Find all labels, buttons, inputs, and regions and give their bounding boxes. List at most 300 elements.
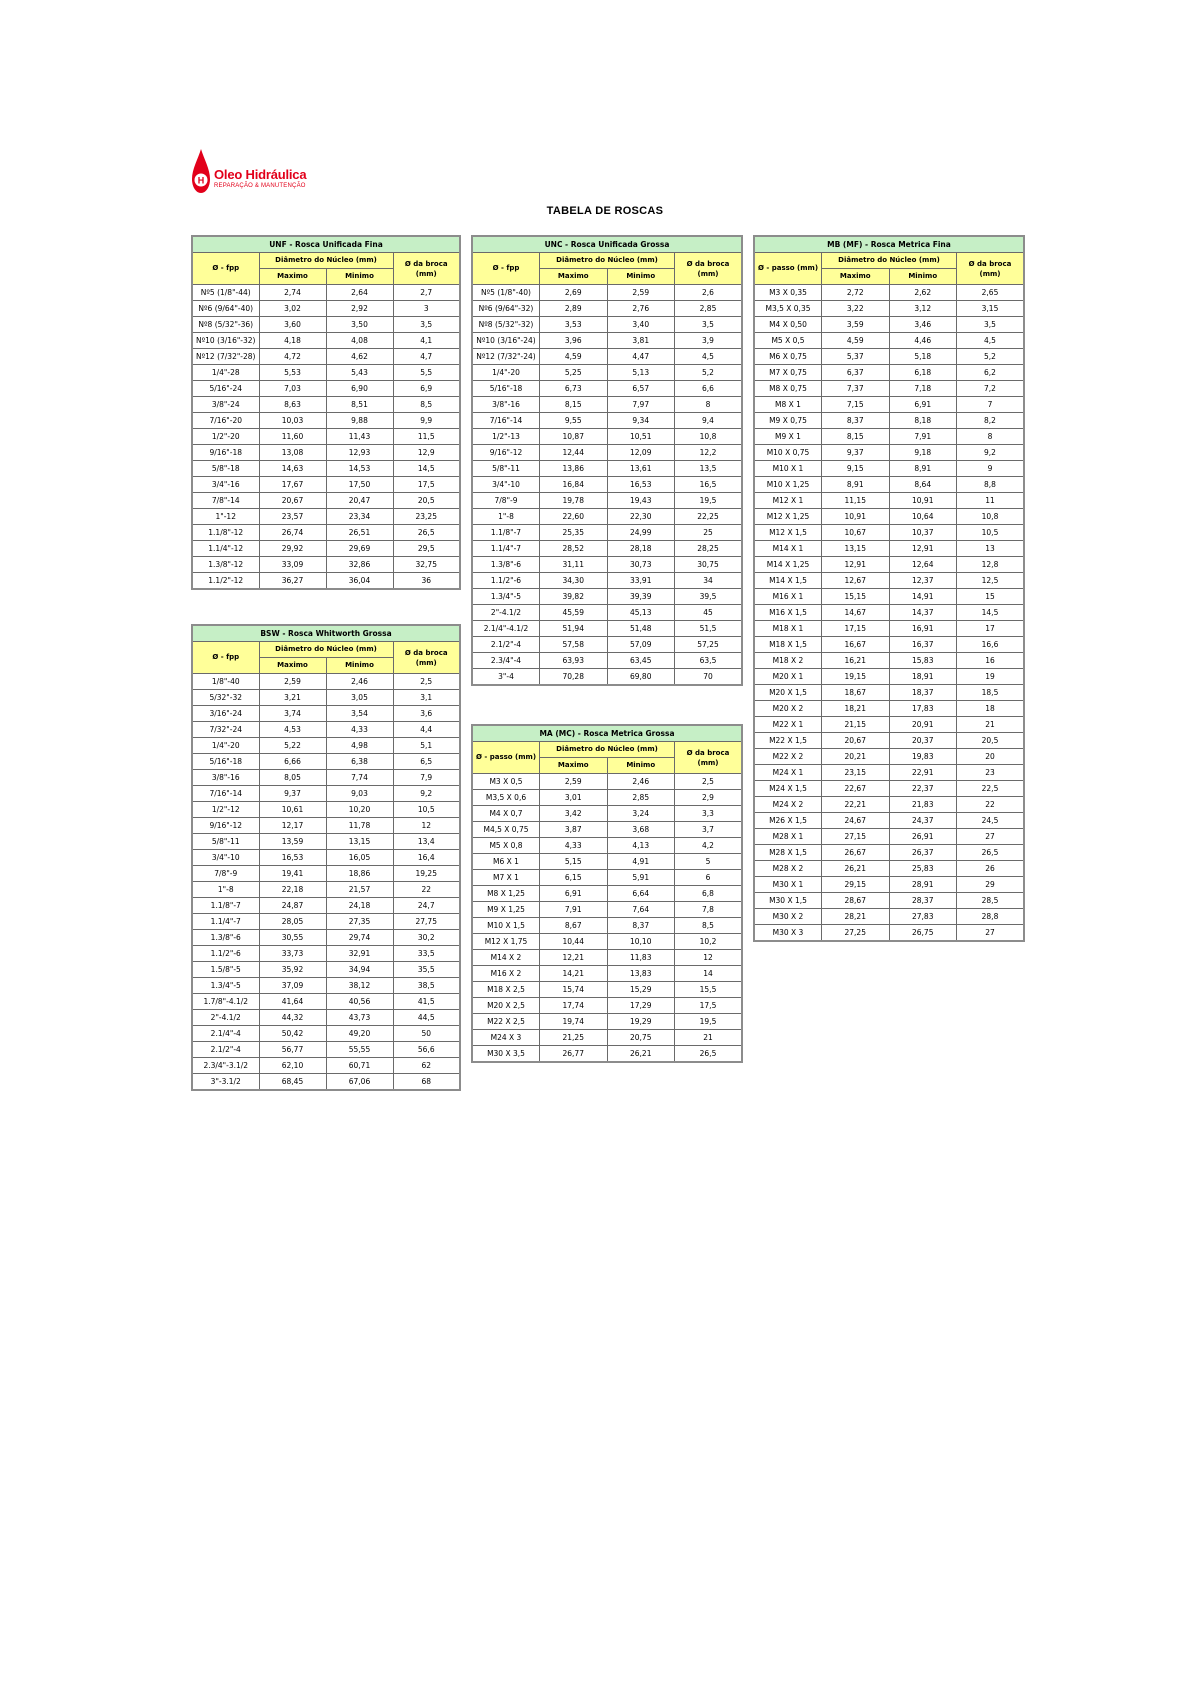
table-row [192, 898, 460, 914]
cell-max: 19,15 [822, 669, 890, 685]
cell-size: M16 X 1 [754, 589, 822, 605]
table-row [472, 669, 742, 686]
cell-drill: 6,2 [957, 365, 1025, 381]
cell-size: 1.5/8"-5 [192, 962, 259, 978]
cell-size: 3/4"-10 [192, 850, 259, 866]
cell-max: 2,59 [540, 774, 608, 790]
cell-max: 56,77 [259, 1042, 326, 1058]
table-row [192, 525, 460, 541]
cell-min: 36,04 [326, 573, 393, 590]
cell-size: 2.1/2"-4 [192, 1042, 259, 1058]
table-row [472, 950, 742, 966]
cell-max: 4,59 [822, 333, 890, 349]
table-row [754, 781, 1024, 797]
cell-size: 1.1/2"-12 [192, 573, 259, 590]
table-row [472, 806, 742, 822]
cell-max: 17,67 [259, 477, 326, 493]
unc-table [471, 235, 743, 686]
cell-max: 34,30 [540, 573, 608, 589]
cell-min: 8,64 [889, 477, 957, 493]
cell-size: M3 X 0,5 [472, 774, 540, 790]
cell-max: 63,93 [540, 653, 608, 669]
cell-drill: 26 [957, 861, 1025, 877]
table-row [754, 845, 1024, 861]
cell-drill: 20,5 [393, 493, 460, 509]
cell-drill: 62 [393, 1058, 460, 1074]
cell-max: 6,91 [540, 886, 608, 902]
cell-size: 1.3/8"-6 [472, 557, 540, 573]
cell-size: 9/16"-12 [472, 445, 540, 461]
cell-min: 21,57 [326, 882, 393, 898]
cell-drill: 7,9 [393, 770, 460, 786]
cell-max: 27,15 [822, 829, 890, 845]
table-row [472, 653, 742, 669]
cell-min: 4,91 [607, 854, 675, 870]
cell-min: 28,37 [889, 893, 957, 909]
cell-size: 2.1/4"-4 [192, 1026, 259, 1042]
cell-max: 50,42 [259, 1026, 326, 1042]
cell-min: 9,03 [326, 786, 393, 802]
cell-drill: 6,9 [393, 381, 460, 397]
cell-min: 4,13 [607, 838, 675, 854]
cell-max: 37,09 [259, 978, 326, 994]
cell-max: 19,74 [540, 1014, 608, 1030]
table-row [472, 557, 742, 573]
table-row [472, 381, 742, 397]
cell-max: 3,96 [540, 333, 608, 349]
cell-max: 24,87 [259, 898, 326, 914]
col-size-header: Ø - passo (mm) [472, 742, 540, 774]
cell-size: 1"-8 [472, 509, 540, 525]
cell-min: 32,86 [326, 557, 393, 573]
cell-min: 22,37 [889, 781, 957, 797]
col-core-header: Diâmetro do Núcleo (mm) [822, 253, 957, 269]
cell-min: 17,29 [607, 998, 675, 1014]
cell-min: 2,85 [607, 790, 675, 806]
col-drill-header [393, 642, 460, 674]
cell-max: 20,67 [822, 733, 890, 749]
cell-max: 14,67 [822, 605, 890, 621]
cell-drill: 38,5 [393, 978, 460, 994]
cell-drill: 15 [957, 589, 1025, 605]
svg-text:H: H [197, 175, 205, 186]
cell-max: 8,15 [540, 397, 608, 413]
cell-size: 3/4"-10 [472, 477, 540, 493]
cell-size: 2.1/4"-4.1/2 [472, 621, 540, 637]
cell-drill: 8 [675, 397, 743, 413]
cell-max: 8,67 [540, 918, 608, 934]
cell-max: 3,21 [259, 690, 326, 706]
cell-drill: 18 [957, 701, 1025, 717]
cell-size: 1.1/4"-7 [192, 914, 259, 930]
table-row [754, 445, 1024, 461]
cell-drill: 2,7 [393, 285, 460, 301]
cell-drill: 70 [675, 669, 743, 686]
table-row [192, 818, 460, 834]
table-row [472, 541, 742, 557]
cell-size: 1.1/8"-7 [472, 525, 540, 541]
cell-size: M16 X 1,5 [754, 605, 822, 621]
cell-min: 26,21 [607, 1046, 675, 1063]
cell-min: 18,86 [326, 866, 393, 882]
cell-size: 1.1/4"-7 [472, 541, 540, 557]
col-min-header: Minimo [889, 269, 957, 285]
cell-size: M9 X 1 [754, 429, 822, 445]
cell-drill: 4,5 [675, 349, 743, 365]
cell-min: 11,78 [326, 818, 393, 834]
cell-min: 9,18 [889, 445, 957, 461]
cell-max: 11,60 [259, 429, 326, 445]
cell-min: 17,83 [889, 701, 957, 717]
cell-drill: 51,5 [675, 621, 743, 637]
table-row [472, 493, 742, 509]
col-drill-header [675, 742, 743, 774]
cell-size: 3"-3.1/2 [192, 1074, 259, 1091]
cell-size: M9 X 1,25 [472, 902, 540, 918]
table-title: BSW - Rosca Whitworth Grossa [192, 625, 460, 642]
cell-max: 33,73 [259, 946, 326, 962]
cell-min: 17,50 [326, 477, 393, 493]
cell-size: 1"-12 [192, 509, 259, 525]
cell-max: 3,22 [822, 301, 890, 317]
table-row [754, 429, 1024, 445]
cell-max: 45,59 [540, 605, 608, 621]
cell-size: M12 X 1 [754, 493, 822, 509]
cell-min: 3,54 [326, 706, 393, 722]
cell-min: 26,37 [889, 845, 957, 861]
cell-max: 18,67 [822, 685, 890, 701]
table-row [192, 802, 460, 818]
cell-size: 2.3/4"-4 [472, 653, 540, 669]
cell-max: 12,67 [822, 573, 890, 589]
cell-size: 5/8"-18 [192, 461, 259, 477]
table-row [472, 445, 742, 461]
cell-size: M24 X 1,5 [754, 781, 822, 797]
cell-size: M10 X 0,75 [754, 445, 822, 461]
table-row [754, 925, 1024, 942]
table-row [754, 557, 1024, 573]
company-name: Oleo Hidráulica [214, 167, 307, 182]
table-header-row [472, 253, 742, 269]
cell-drill: 4,1 [393, 333, 460, 349]
cell-size: M14 X 1,5 [754, 573, 822, 589]
col-core-header: Diâmetro do Núcleo (mm) [540, 253, 675, 269]
cell-size: 1.1/2"-6 [472, 573, 540, 589]
cell-max: 44,32 [259, 1010, 326, 1026]
cell-drill: 5,5 [393, 365, 460, 381]
cell-max: 3,01 [540, 790, 608, 806]
cell-max: 36,27 [259, 573, 326, 590]
cell-size: 2.1/2"-4 [472, 637, 540, 653]
cell-min: 12,93 [326, 445, 393, 461]
table-row [754, 285, 1024, 301]
cell-max: 6,37 [822, 365, 890, 381]
table-title: MA (MC) - Rosca Metrica Grossa [472, 725, 742, 742]
cell-max: 15,74 [540, 982, 608, 998]
table-row [472, 589, 742, 605]
table-row [192, 770, 460, 786]
cell-min: 27,35 [326, 914, 393, 930]
cell-max: 12,91 [822, 557, 890, 573]
cell-max: 29,15 [822, 877, 890, 893]
drill-unit: (mm) [979, 269, 1001, 278]
cell-size: M5 X 0,8 [472, 838, 540, 854]
cell-size: M22 X 2,5 [472, 1014, 540, 1030]
cell-drill: 3,9 [675, 333, 743, 349]
cell-max: 7,37 [822, 381, 890, 397]
cell-drill: 6,5 [393, 754, 460, 770]
col-max-header: Maximo [540, 269, 608, 285]
cell-min: 20,91 [889, 717, 957, 733]
cell-size: M8 X 0,75 [754, 381, 822, 397]
cell-min: 51,48 [607, 621, 675, 637]
col-min-header: Minimo [607, 758, 675, 774]
cell-size: 1/2"-20 [192, 429, 259, 445]
cell-size: 3/8"-16 [192, 770, 259, 786]
cell-size: Nº10 (3/16"-32) [192, 333, 259, 349]
table-row [754, 477, 1024, 493]
cell-min: 33,91 [607, 573, 675, 589]
cell-drill: 20 [957, 749, 1025, 765]
cell-size: M12 X 1,75 [472, 934, 540, 950]
cell-size: 5/16"-18 [192, 754, 259, 770]
cell-drill: 29 [957, 877, 1025, 893]
cell-min: 15,29 [607, 982, 675, 998]
cell-max: 9,37 [822, 445, 890, 461]
cell-size: 1.7/8"-4.1/2 [192, 994, 259, 1010]
company-tagline: REPARAÇÃO & MANUTENÇÃO [214, 183, 306, 189]
cell-max: 3,42 [540, 806, 608, 822]
cell-drill: 28,8 [957, 909, 1025, 925]
cell-min: 2,62 [889, 285, 957, 301]
cell-max: 14,21 [540, 966, 608, 982]
cell-min: 24,18 [326, 898, 393, 914]
cell-size: M14 X 1,25 [754, 557, 822, 573]
cell-max: 6,15 [540, 870, 608, 886]
cell-size: M26 X 1,5 [754, 813, 822, 829]
cell-size: Nº8 (5/32"-32) [472, 317, 540, 333]
table-row [192, 706, 460, 722]
table-row [754, 461, 1024, 477]
table-row [192, 850, 460, 866]
cell-max: 23,57 [259, 509, 326, 525]
col-core-header: Diâmetro do Núcleo (mm) [259, 253, 393, 269]
cell-drill: 32,75 [393, 557, 460, 573]
cell-size: M4,5 X 0,75 [472, 822, 540, 838]
table-row [472, 573, 742, 589]
table-row [192, 301, 460, 317]
cell-size: 5/16"-24 [192, 381, 259, 397]
table-row [472, 902, 742, 918]
table-row [472, 918, 742, 934]
cell-drill: 5,2 [957, 349, 1025, 365]
cell-drill: 2,9 [675, 790, 743, 806]
table-header-row [192, 253, 460, 269]
cell-min: 6,38 [326, 754, 393, 770]
cell-min: 3,46 [889, 317, 957, 333]
cell-size: 2"-4.1/2 [192, 1010, 259, 1026]
cell-min: 26,51 [326, 525, 393, 541]
cell-max: 57,58 [540, 637, 608, 653]
cell-min: 23,34 [326, 509, 393, 525]
col-min-header: Minimo [607, 269, 675, 285]
cell-drill: 11 [957, 493, 1025, 509]
cell-max: 27,25 [822, 925, 890, 942]
cell-max: 4,59 [540, 349, 608, 365]
cell-max: 5,25 [540, 365, 608, 381]
col-core-header: Diâmetro do Núcleo (mm) [540, 742, 675, 758]
cell-drill: 17,5 [675, 998, 743, 1014]
cell-drill: 56,6 [393, 1042, 460, 1058]
table-row [754, 413, 1024, 429]
table-row [472, 1014, 742, 1030]
cell-min: 5,43 [326, 365, 393, 381]
cell-drill: 3,5 [393, 317, 460, 333]
col-max-header: Maximo [259, 658, 326, 674]
table-row [192, 914, 460, 930]
table-row [472, 509, 742, 525]
cell-size: 1/4"-20 [472, 365, 540, 381]
cell-max: 10,03 [259, 413, 326, 429]
cell-size: 1/2"-13 [472, 429, 540, 445]
cell-min: 3,05 [326, 690, 393, 706]
cell-min: 26,91 [889, 829, 957, 845]
table-row [192, 349, 460, 365]
col-drill-header [957, 253, 1025, 285]
cell-min: 20,75 [607, 1030, 675, 1046]
cell-drill: 19,5 [675, 493, 743, 509]
oil-drop-icon [190, 147, 212, 195]
cell-min: 2,59 [607, 285, 675, 301]
cell-drill: 16,4 [393, 850, 460, 866]
cell-max: 22,67 [822, 781, 890, 797]
cell-max: 35,92 [259, 962, 326, 978]
cell-min: 5,18 [889, 349, 957, 365]
col-core-header: Diâmetro do Núcleo (mm) [259, 642, 393, 658]
cell-min: 29,69 [326, 541, 393, 557]
cell-max: 51,94 [540, 621, 608, 637]
table-row [754, 381, 1024, 397]
table-row [192, 722, 460, 738]
cell-min: 8,18 [889, 413, 957, 429]
cell-max: 2,69 [540, 285, 608, 301]
cell-size: 7/8"-9 [192, 866, 259, 882]
cell-drill: 26,5 [957, 845, 1025, 861]
cell-drill: 24,5 [957, 813, 1025, 829]
cell-size: M18 X 1,5 [754, 637, 822, 653]
col-size-header: Ø - fpp [192, 642, 259, 674]
cell-min: 10,37 [889, 525, 957, 541]
cell-drill: 19,5 [675, 1014, 743, 1030]
cell-max: 4,53 [259, 722, 326, 738]
cell-size: Nº8 (5/32"-36) [192, 317, 259, 333]
drill-label: Ø da broca [404, 259, 448, 268]
cell-min: 12,09 [607, 445, 675, 461]
cell-min: 3,12 [889, 301, 957, 317]
table-row [754, 621, 1024, 637]
cell-drill: 28,5 [957, 893, 1025, 909]
cell-size: 5/16"-18 [472, 381, 540, 397]
col-max-header: Maximo [822, 269, 890, 285]
table-row [192, 786, 460, 802]
table-header-row [192, 642, 460, 658]
cell-min: 7,74 [326, 770, 393, 786]
table-header-row [472, 742, 742, 758]
table-row [472, 998, 742, 1014]
cell-min: 3,81 [607, 333, 675, 349]
table-row [472, 886, 742, 902]
cell-drill: 25 [675, 525, 743, 541]
cell-drill: 17 [957, 621, 1025, 637]
cell-max: 10,67 [822, 525, 890, 541]
cell-drill: 50 [393, 1026, 460, 1042]
table-row [192, 413, 460, 429]
cell-min: 5,13 [607, 365, 675, 381]
cell-size: M30 X 1 [754, 877, 822, 893]
cell-size: M16 X 2 [472, 966, 540, 982]
cell-drill: 4,2 [675, 838, 743, 854]
table-row [754, 397, 1024, 413]
cell-drill: 5 [675, 854, 743, 870]
cell-min: 4,08 [326, 333, 393, 349]
drill-unit: (mm) [697, 758, 719, 767]
table-title: UNC - Rosca Unificada Grossa [472, 236, 742, 253]
cell-min: 2,46 [326, 674, 393, 690]
cell-min: 7,97 [607, 397, 675, 413]
cell-size: M24 X 3 [472, 1030, 540, 1046]
cell-drill: 9 [957, 461, 1025, 477]
table-row [192, 461, 460, 477]
cell-drill: 22,5 [957, 781, 1025, 797]
cell-max: 26,21 [822, 861, 890, 877]
cell-min: 25,83 [889, 861, 957, 877]
cell-min: 7,91 [889, 429, 957, 445]
cell-min: 7,64 [607, 902, 675, 918]
cell-drill: 29,5 [393, 541, 460, 557]
cell-max: 7,03 [259, 381, 326, 397]
table-row [472, 1046, 742, 1063]
cell-min: 39,39 [607, 589, 675, 605]
cell-max: 33,09 [259, 557, 326, 573]
table-row [472, 934, 742, 950]
cell-size: 7/8"-9 [472, 493, 540, 509]
col-size-header: Ø - fpp [472, 253, 540, 285]
company-logo [190, 147, 320, 197]
cell-size: 3/16"-24 [192, 706, 259, 722]
cell-max: 26,74 [259, 525, 326, 541]
cell-size: M18 X 2,5 [472, 982, 540, 998]
table-row [192, 333, 460, 349]
cell-min: 20,47 [326, 493, 393, 509]
cell-min: 3,40 [607, 317, 675, 333]
table-row [192, 994, 460, 1010]
cell-drill: 26,5 [393, 525, 460, 541]
cell-drill: 24,7 [393, 898, 460, 914]
cell-min: 26,75 [889, 925, 957, 942]
cell-size: M30 X 2 [754, 909, 822, 925]
cell-size: M3,5 X 0,35 [754, 301, 822, 317]
cell-max: 13,15 [822, 541, 890, 557]
cell-min: 10,20 [326, 802, 393, 818]
cell-drill: 23 [957, 765, 1025, 781]
cell-size: 5/32"-32 [192, 690, 259, 706]
cell-max: 9,15 [822, 461, 890, 477]
cell-drill: 6,8 [675, 886, 743, 902]
cell-size: Nº5 (1/8"-44) [192, 285, 259, 301]
table-row [192, 573, 460, 590]
page-title: TABELA DE ROSCAS [546, 205, 664, 217]
cell-max: 5,15 [540, 854, 608, 870]
